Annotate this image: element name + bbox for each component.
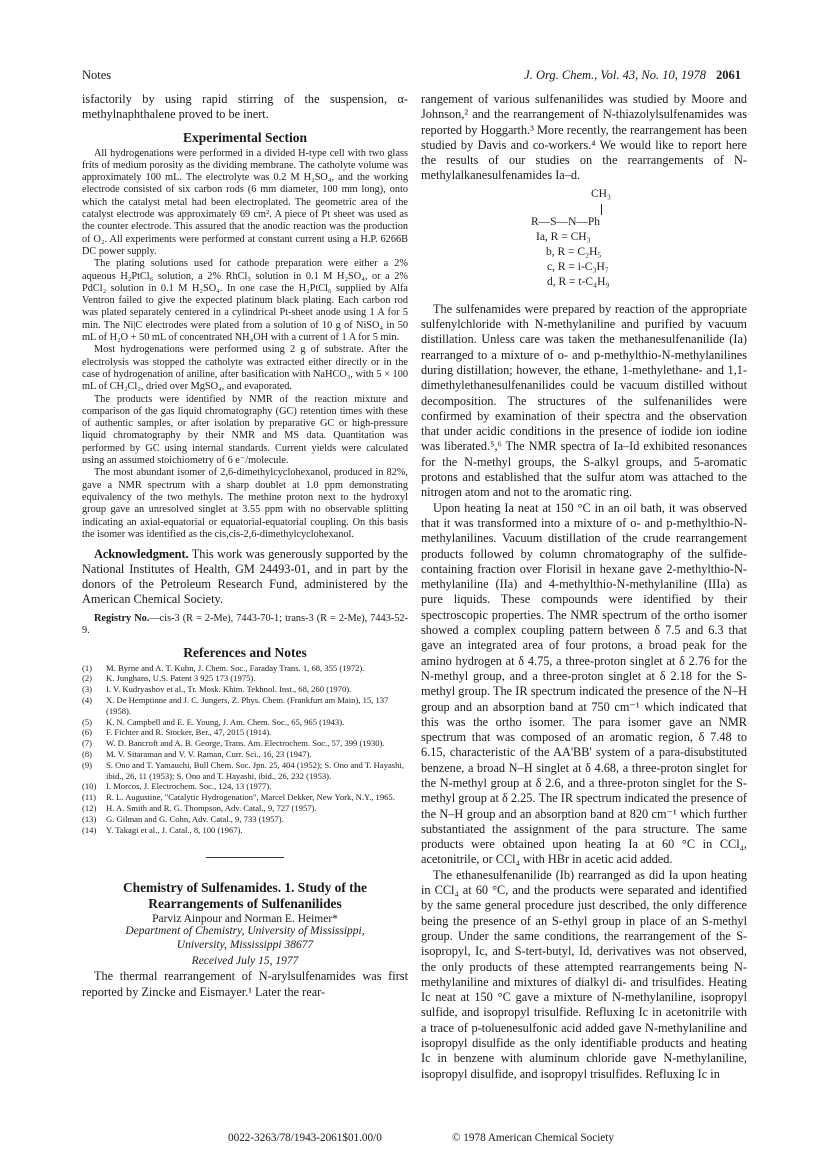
right-paragraph-1: rangement of various sulfenanilides was studied by Moore and Johnson,² and the rearrangement of N-thiazolylsulfenamides was reported by Hoggarth.³ More recently, the rearrangement has been studied by Davis and co-workers.⁴ We would like to report here the results of our studies on the rearrangements of N-methylalkanesulfenamides Ia–d. [421,92,747,183]
article-first-paragraph: The thermal rearrangement of N-arylsulfenamides was first reported by Zincke and Eismayer.¹ Later the rear- [82,969,408,999]
reference-item [82,738,408,749]
received-date: Received July 15, 1977 [191,955,299,968]
reference-text: M. V. Sitaraman and V. V. Raman, Curr. Sci., 16, 23 (1947). [106,749,312,760]
reference-number: (14) [82,824,97,835]
acknowledgment [82,547,408,607]
reference-item [82,727,408,738]
reference-number: (1) [82,662,93,673]
reference-number: (13) [82,813,97,824]
right-body [421,302,747,1082]
running-head-right [524,68,741,83]
reference-text: F. Fichter and R. Stocker, Ber., 47, 2015 (1914). [106,727,272,738]
reference-item [82,792,408,803]
reference-text: K. Junghans, U.S. Patent 3 925 173 (1975). [106,673,256,684]
article-title-line-1: Chemistry of Sulfenamides. 1. Study of the [122,880,367,896]
experimental-section [82,148,408,542]
reference-item [82,781,408,792]
right-column [421,92,747,1082]
reference-item [82,673,408,684]
reference-number: (12) [82,803,97,814]
reference-number: (8) [82,749,93,760]
running-head-left: Notes [82,68,112,82]
reference-number: (7) [82,738,93,749]
reference-number: (2) [82,673,93,684]
scheme-item-b: b, R = C₂H₅ [546,245,602,258]
article-authors: Parviz Ainpour and Norman E. Heimer* [152,913,338,926]
reference-item [82,814,408,825]
reference-text: I. V. Kudryashov et al., Tr. Mosk. Khim. Tekhnol. Inst., 68, 260 (1970). [106,684,352,695]
reference-item [82,684,408,695]
reference-text: W. D. Bancroft and A. B. George, Trans. Am. Electrochem. Soc., 57, 399 (1930). [106,738,385,749]
scheme-bond [601,204,602,215]
scheme-methyl: CH₃ [591,187,611,200]
experimental-heading: Experimental Section [182,129,308,145]
reference-number: (3) [82,684,93,695]
reference-text: M. Byrne and A. T. Kuhn, J. Chem. Soc., Faraday Trans. 1, 68, 355 (1972). [106,662,365,673]
reference-item [82,803,408,814]
registry-text: —cis-3 (R = 2-Me), 7443-70-1; trans-3 (R = 2-Me), 7443-52-9. [82,613,408,637]
exp-paragraph-1: All hydrogenations were performed in a divided H-type cell with two glass frits of medium porosity as the dividing membrane. The catholyte volume was approximately 100 mL. The electrolyte was 0.2 M H₂SO₄, and the working electrode consisted of six carbon rods (6 mm diameter, 100 mm long), onto which the catalyst metal had been electroplated. The geometric area of the catalyst electrode was approximately 69 cm². A piece of Pt sheet was used as the counter electrode. This assured that the anodic reaction was the production of O₂. All experiments were performed at constant current using a H.P. 6266B DC power supply. [82,147,408,257]
acknowledgment-label: Acknowledgment. [94,547,189,562]
article-title [82,880,408,912]
reference-item [82,825,408,836]
reference-text: I. Morcos, J. Electrochem. Soc., 124, 13 (1977). [106,781,272,792]
journal-citation: J. Org. Chem., Vol. 43, No. 10, 1978 [524,68,706,82]
footer-code: 0022-3263/78/1943-2061$01.00/0 [228,1132,382,1144]
reference-list [82,663,408,836]
registry-numbers [82,613,408,638]
reference-text: H. A. Smith and R. G. Thompson, Adv. Catal., 9, 727 (1957). [106,803,317,814]
acknowledgment-text: This work was generously supported by the National Institutes of Health, GM 24493-01, and in part by the donors of the Petroleum Research Fund, administered by the American Chemical Society. [82,547,408,607]
reference-text: S. Ono and T. Yamauchi, Bull Chem. Soc. Jpn. 25, 404 (1952); S. Ono and T. Hayashi, ibid., 26, 11 (1953); S. Ono and T. Hayashi, ibid., 26, 232 (1953). [106,759,404,781]
exp-paragraph-5: The most abundant isomer of 2,6-dimethylcyclohexanol, produced in 82%, gave a NMR spectrum with a sharp doublet at 1.0 ppm demonstrating equivalency of the two methyls. The methine proton next to the hydroxyl group gave an unresolved singlet at 3.55 ppm with no observable splitting indicating an axial-equatorial or equatorial-equatorial coupling. On this basis the isomer was identified as the cis,cis-2,6-dimethylcyclohexanol. [82,467,408,540]
reference-text: Y. Takagi et al., J. Catal., 8, 100 (1967). [106,824,243,835]
exp-paragraph-4: The products were identified by NMR of the reaction mixture and comparison of the gas liquid chromatography (GC) retention times with these of authentic samples, or after isolation by preparative GC or high-pressure liquid chromatography by their NMR and MS data. Quantitation was performed by GC using internal standards. Current yields were calculated using an assumed stoichiometry of 6 e⁻/molecule. [82,393,408,467]
registry-label: Registry No. [94,613,150,625]
footer-copyright: © 1978 American Chemical Society [452,1132,614,1144]
exp-paragraph-3: Most hydrogenations were performed using 2 g of substrate. After the electrolysis was stopped the catholyte was extracted either directly or in the case of hydrogenation of aniline, after basification with NaHCO₃, with 5 × 100 mL of CH₂Cl₂, dried over MgSO₄, and evaporated. [82,344,408,393]
right-paragraph-4: The ethanesulfenanilide (Ib) rearranged as did Ia upon heating in CCl₄ at 60 °C, and the products were separated and identified by the same general procedure just described, the only difference being the presence of an S-ethyl group in place of an S-methyl group. Under the same conditions, the rearrangement of the S-isopropyl, Ic, and S-tert-butyl, Id, derivatives was not observed, the only products of these attempted rearrangements being N-methylaniline and mixtures of dialkyl di- and trisulfides. Heating Ic neat at 150 °C gave a mixture of N-methylaniline, isopropyl sulfide, and isopropyl trisulfide. Refluxing Ic in acetonitrile with a trace of p-toluenesulfonic acid added gave N-methylaniline and isopropyl disulfide as the only identifiable products and heating Ic in benzene with aluminum chloride gave N-methylaniline, isopropyl disulfide, and isopropyl trisulfides. Refluxing Ic in [421,867,747,1081]
intro-paragraph: isfactorily by using rapid stirring of the suspension, α-methylnaphthalene proved to be inert. [82,92,408,122]
right-paragraph-2: The sulfenamides were prepared by reaction of the appropriate sulfenylchloride with N-methylaniline and purified by vacuum distillation. Unless care was taken the methanesulfenanilide (Ia) rearranged to a mixture of o- and p-methylthio-N-methylanilines during distillation; however, the ethane, 1-methylethane- and 1,1-dimethylethanesulfenanilides could be vacuum distilled without decomposition. The structures of the sulfenanilides were confirmed by examination of their spectra and the observation that under acidic conditions in the presence of iodide ion iodine was liberated.⁵,⁶ The NMR spectra of Ia–Id exhibited resonances for the N-methyl groups, the S-alkyl groups, and 5-aromatic protons and established that the sulfur atom was attached to the nitrogen atom and not to the aromatic ring. [421,301,747,500]
reference-text: G. Gilman and G. Cohn, Adv. Catal., 9, 733 (1957). [106,813,284,824]
scheme-item-a: Ia, R = CH₃ [536,230,591,243]
article-title-line-2: Rearrangements of Sulfenanilides [148,896,342,912]
scheme-chain: R—S—N—Ph [531,215,601,228]
reference-item [82,695,408,717]
section-divider [206,857,284,858]
reference-number: (4) [82,695,93,706]
affiliation-line-2: University, Mississippi 38677 [176,938,314,951]
reference-text: R. L. Augustine, "Catalytic Hydrogenation", Marcel Dekker, New York, N.Y., 1965. [106,792,395,803]
reference-text: K. N. Campbell and E. E. Young, J. Am. Chem. Soc., 65, 965 (1943). [106,716,345,727]
references-heading: References and Notes [183,644,307,660]
scheme-item-d: d, R = t-C₄H₉ [547,275,610,288]
scheme-item-c: c, R = i-C₃H₇ [547,260,609,273]
exp-paragraph-2: The plating solutions used for cathode preparation were either a 2% aqueous H₂PtCl₆ solution, a 2% RhCl₃ solution in 0.1 M H₂SO₄, or a 2% PdCl₂ solution in 0.1 M H₂SO₄. In one case the H₂PtCl₆ supplied by Alfa Ventron failed to give the expected platinum black plating. Each carbon rod was plated separately centered in a cylindrical Pt-sheet anode using 1 A for 5 min. The Ni|C electrodes were plated from a solution of 10 g of NiSO₄ in 50 mL of H₂O + 50 mL of concentrated NH₄OH with a current of 1 A for 5 min. [82,258,408,344]
reference-item [82,749,408,760]
affiliation-line-1: Department of Chemistry, University of Mississippi, [125,925,365,938]
reference-number: (5) [82,716,93,727]
left-column [82,92,408,1000]
reference-text: X. De Hemptinne and J. C. Jungers, Z. Phys. Chem. (Frankfurt am Main), 15, 137 (1958). [106,695,389,716]
reference-number: (9) [82,759,93,770]
reference-number: (11) [82,792,96,803]
reference-number: (10) [82,781,97,792]
reference-item [82,717,408,728]
reference-item [82,663,408,674]
reference-number: (6) [82,727,93,738]
right-paragraph-3: Upon heating Ia neat at 150 °C in an oil bath, it was observed that it was transformed into a mixture of o- and p-methylthio-N-methylanilines. Vacuum distillation of the crude rearrangement products followed by column chromatography of the sulfide-containing fraction over Florisil in hexane gave 2-methylthio-N-methylaniline (IIa) and 4-methylthio-N-methylaniline (IIIa) as pure liquids. These compounds were identified by their spectroscopic properties. The NMR spectrum of the ortho isomer showed a complex coupling pattern between δ 7.5 and 6.3 that gave an integrated area of four protons, a broad peak for the amino hydrogen at δ 4.75, a three-proton singlet at δ 2.76 for the N-methyl group, and a three-proton singlet at δ 2.18 for the S-methyl group. The IR spectrum indicated the presence of the N–H group and an absorption band at 750 cm⁻¹ which indicated that this was the ortho isomer. The para isomer gave an NMR spectrum that was composed of an aromatic region, δ 7.48 to 6.15, characteristic of the AA'BB' system of a para-disubstituted benzene, a broad N–H singlet at δ 4.68, a three-proton singlet for the N-methyl group at δ 2.6, and a three-proton singlet for the S-methyl group at δ 2.25. The IR spectrum indicated the presence of the N–H group and an absorption band at 820 cm⁻¹ which further substantiated the assignment of the para structure. The same products were obtained upon heating Ia at 60 °C in CCl₄, acetonitrile, or CCl₄ with HBr in acetic acid added. [421,500,747,867]
reference-item [82,760,408,782]
page-number: 2061 [716,68,741,82]
compound-scheme [421,186,747,302]
